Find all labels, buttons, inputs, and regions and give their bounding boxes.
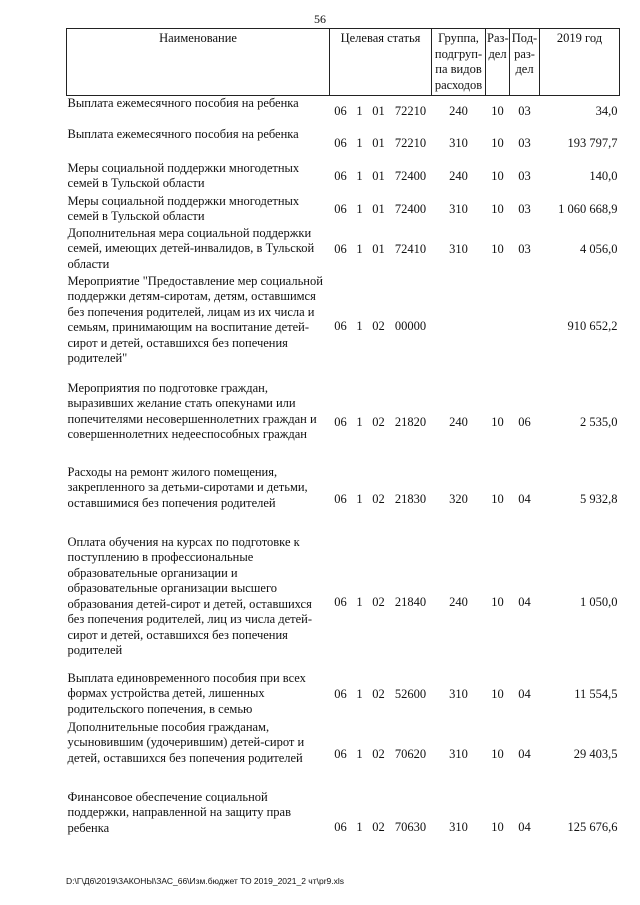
row-expense-group: 310 [449,135,468,150]
row-code-program: 06 [334,169,347,184]
row-code-event: 02 [372,491,385,506]
row-code-direction: 72400 [394,169,427,184]
row-section [486,274,510,381]
table-row [67,671,620,720]
table-row [67,720,620,790]
row-name: Выплата ежемесячного пособия на ребенка [67,126,299,141]
row-subsection: 04 [518,491,531,506]
row-section: 10 [491,820,504,835]
row-section: 10 [491,687,504,702]
header-year-2019: 2019 год [540,29,620,96]
row-code-subprogram: 1 [356,820,363,835]
row-code-event: 02 [372,820,385,835]
row-code-program: 06 [334,135,347,150]
row-code-direction: 21840 [394,594,427,609]
row-code-event: 01 [372,103,385,118]
row-expense-group: 310 [449,820,468,835]
page-number: 56 [314,12,326,26]
row-code-program: 06 [334,241,347,256]
table-row [67,274,620,381]
row-subsection: 04 [518,594,531,609]
table-row [67,790,620,867]
row-section: 10 [491,169,504,184]
row-name: Финансовое обеспечение социальной поддержки, направленной на защиту прав ребенка [67,789,291,835]
row-code-program: 06 [334,414,347,429]
row-name: Выплата единовременного пособия при всех формах устройства детей, лишенных родительского попечения, в семью [67,670,306,716]
row-name: Мероприятия по подготовке граждан, выразивших желание стать опекунами или попечителями несовершеннолетних граждан и совершеннолетних недееспособных граждан [67,380,317,441]
row-expense-group: 310 [449,746,468,761]
table-row [67,127,620,161]
row-code-direction: 72210 [394,103,427,118]
row-code-direction: 70620 [394,746,427,761]
table-row [67,161,620,194]
row-code-subprogram: 1 [356,491,363,506]
row-amount-2019: 5 932,8 [580,491,618,506]
row-section: 10 [491,201,504,216]
row-subsection: 04 [518,687,531,702]
row-code-event: 02 [372,746,385,761]
row-code-event: 02 [372,414,385,429]
table-row [67,96,620,127]
row-code-subprogram: 1 [356,746,363,761]
row-code-program: 06 [334,103,347,118]
row-code-subprogram: 1 [356,201,363,216]
row-code-subprogram: 1 [356,319,363,334]
row-amount-2019: 193 797,7 [567,135,618,150]
row-subsection: 03 [518,201,531,216]
table-body [67,96,620,867]
row-name: Мероприятие "Предоставление мер социальной поддержки детям-сиротам, детям, оставшимся без попечения родителей, лицам из их числа и семьям, принимающим на воспитание детей-сирот и детей, оставшихся без попечения родителей" [67,273,323,365]
row-code-program: 06 [334,594,347,609]
row-code-direction: 70630 [394,820,427,835]
header-target-article: Целевая статья [330,29,432,96]
row-code-event: 01 [372,169,385,184]
row-code-subprogram: 1 [356,594,363,609]
row-name: Выплата ежемесячного пособия на ребенка [67,96,299,110]
row-code-subprogram: 1 [356,687,363,702]
row-section: 10 [491,135,504,150]
row-code-subprogram: 1 [356,241,363,256]
row-expense-group: 240 [449,594,468,609]
header-expense-group: Группа, подгруп-па видов расходов [432,29,486,96]
row-subsection: 06 [518,414,531,429]
row-code-program: 06 [334,687,347,702]
row-code-subprogram: 1 [356,135,363,150]
row-section: 10 [491,491,504,506]
row-code-direction: 72410 [394,241,427,256]
row-expense-group [432,274,486,381]
row-name: Меры социальной поддержки многодетных семей в Тульской области [67,193,300,223]
row-amount-2019: 140,0 [589,169,618,184]
row-amount-2019: 125 676,6 [567,820,618,835]
row-subsection: 04 [518,746,531,761]
row-subsection: 03 [518,241,531,256]
row-section: 10 [491,594,504,609]
row-section: 10 [491,241,504,256]
table-row [67,226,620,274]
table-header-row [67,29,620,96]
row-code-subprogram: 1 [356,103,363,118]
row-code-program: 06 [334,491,347,506]
row-code-event: 01 [372,201,385,216]
row-name: Меры социальной поддержки многодетных семей в Тульской области [67,160,300,190]
row-name: Дополнительные пособия гражданам, усыновившим (удочерившим) детей-сирот и детей, оставшихся без попечения родителей [67,719,305,765]
row-code-program: 06 [334,746,347,761]
row-name: Оплата обучения на курсах по подготовке к поступлению в профессиональные образовательные организации и образовательные организации высшего образования детей-сирот и детей, оставшихся без попечения родителей, лиц из числа детей-сирот и детей, оставшихся без попечения родителей [67,534,313,657]
row-code-direction: 72210 [394,135,427,150]
row-amount-2019: 29 403,5 [573,746,618,761]
row-expense-group: 310 [449,687,468,702]
row-amount-2019: 4 056,0 [580,241,618,256]
file-path-footer: D:\Г\Д6\2019\ЗАКОНЫ\ЗАС_66\Изм.бюджет ТО 2019_2021_2 чт\pr9.xls [66,876,345,886]
table-row [67,535,620,671]
row-section: 10 [491,103,504,118]
row-code-program: 06 [334,820,347,835]
row-amount-2019: 910 652,2 [567,319,618,334]
row-subsection: 04 [518,820,531,835]
row-expense-group: 310 [449,241,468,256]
row-code-subprogram: 1 [356,414,363,429]
table-row [67,194,620,226]
row-expense-group: 240 [449,414,468,429]
row-code-event: 02 [372,319,385,334]
header-section: Раз-дел [486,29,510,96]
row-section: 10 [491,414,504,429]
row-amount-2019: 2 535,0 [580,414,618,429]
row-code-direction: 52600 [394,687,427,702]
row-subsection: 03 [518,169,531,184]
row-code-direction: 00000 [394,319,427,334]
row-name: Расходы на ремонт жилого помещения, закрепленного за детьми-сиротами и детьми, оставшимися без попечения родителей [67,464,308,510]
row-amount-2019: 1 050,0 [580,594,618,609]
header-subsection: Под-раз-дел [510,29,540,96]
row-amount-2019: 11 554,5 [574,687,618,702]
row-code-event: 02 [372,687,385,702]
row-code-event: 02 [372,594,385,609]
table-row [67,381,620,465]
row-code-program: 06 [334,319,347,334]
header-name: Наименование [67,29,330,96]
row-amount-2019: 34,0 [595,103,618,118]
row-subsection: 03 [518,103,531,118]
row-section: 10 [491,746,504,761]
row-code-subprogram: 1 [356,169,363,184]
row-code-direction: 72400 [394,201,427,216]
row-code-program: 06 [334,201,347,216]
row-code-direction: 21830 [394,491,427,506]
row-expense-group: 310 [449,201,468,216]
budget-table [66,28,620,867]
row-code-event: 01 [372,241,385,256]
row-amount-2019: 1 060 668,9 [558,201,618,216]
row-name: Дополнительная мера социальной поддержки семей, имеющих детей-инвалидов, в Тульской области [67,225,315,271]
row-expense-group: 320 [449,491,468,506]
row-expense-group: 240 [449,103,468,118]
row-expense-group: 240 [449,169,468,184]
row-subsection: 03 [518,135,531,150]
row-subsection [510,274,540,381]
table-row [67,465,620,535]
row-code-event: 01 [372,135,385,150]
row-code-direction: 21820 [394,414,427,429]
